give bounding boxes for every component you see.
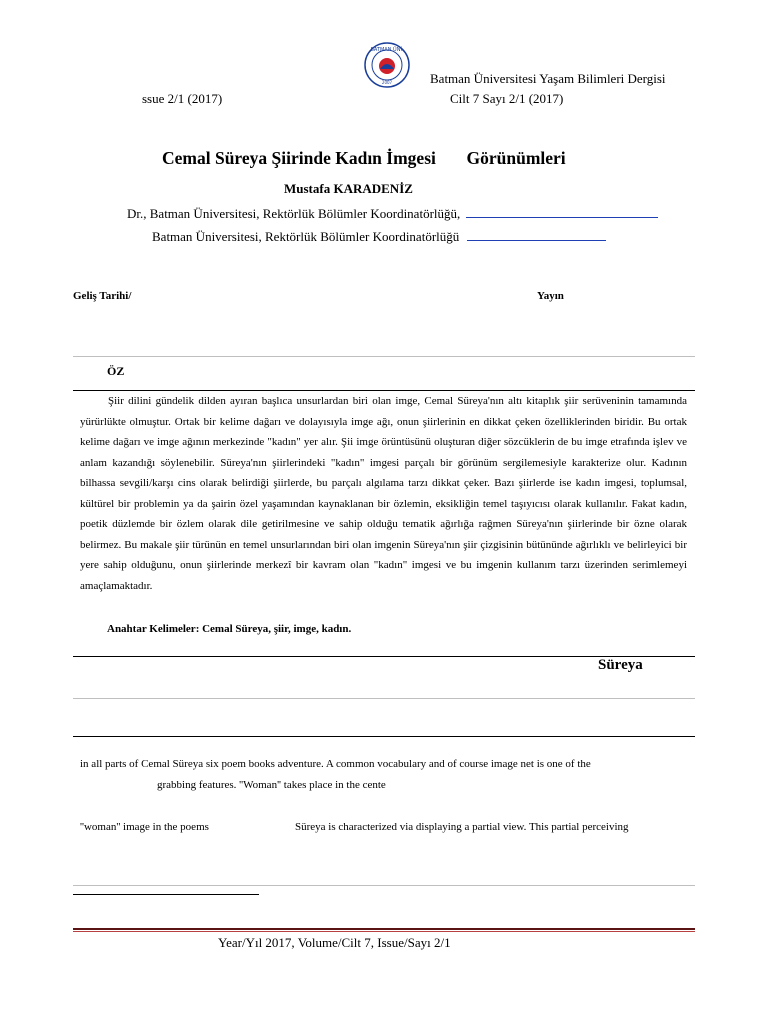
divider: [73, 736, 695, 737]
english-title-fragment: Süreya: [598, 657, 643, 673]
abstract-text: Şiir dilini gündelik dilden ayıran başlıca unsurlardan biri olan imge, Cemal Süreya'nın altı kitaplık şiir serüveninin tamamında yürürlükte olmuştur. Ortak bir kelime dağarı ve dolayısıyla imge ağı, onun şiirlerinin en dikkat çeken özelliklerinden biridir. Bu ortak kelime dağarı ve imge ağının merkezinde "kadın" yer alır. Şii imge örüntüsünü oluşturan diğer sözcüklerin de bu imge etrafında işlev ve anlam kazandığı söylenebilir. Süreya'nın şiirlerindeki "kadın" imgesi parçalı bir görünüm sergilemesiyle karakterize olur. Kadının bilhassa sevgili/karşı cins olarak belirdiği şiirlerde, bu parçalı algılama tarzı dikkat çeker. Bazı şiirlerde ise kadın imgesi, toplumsal, kültürel bir problemin ya da şairin özel yaşamından kaynaklanan bir özlemin, eksikliğin temel taşıyıcısı olarak kullanılır. Fakat kadın, poetik düzlemde bir özlem olarak dile getirilmesine ve sahip olduğu tematik ağırlığa rağmen Süreya'nın şiirlerinde bir özne olarak belirmez. Bu makale şiir türünün en temel unsurlarından biri olan imgenin Süreya'nın şiir çizgisinin bütününde ağırlıklı ve belirleyici bir yere sahip olduğunu, onun şiirlerinde merkezî bir kavram olan "kadın" imgesi ve bu imgenin kullanım tarzı üzerinden serimlemeyi amaçlamaktadır.: [80, 395, 687, 592]
affiliation-1-link[interactable]: [466, 205, 658, 218]
batman-university-seal-icon: [364, 42, 410, 88]
english-abstract-line: grabbing features. ''Woman'' takes place in the cente: [157, 779, 386, 791]
footer-rule: [73, 928, 695, 930]
article-title: Cemal Süreya Şiirinde Kadın İmgesi Görünümleri: [162, 148, 566, 168]
issue-label-left: ssue 2/1 (2017): [142, 91, 223, 106]
english-abstract-line: ''woman'' image in the poems: [80, 821, 209, 833]
issue-label-right: Cilt 7 Sayı 2/1 (2017): [450, 91, 564, 106]
affiliation-2-text: Batman Üniversitesi, Rektörlük Bölümler Koordinatörlüğü: [152, 229, 460, 244]
journal-name: Batman Üniversitesi Yaşam Bilimleri Dergisi: [430, 71, 666, 86]
divider: [73, 698, 695, 699]
author-name: Mustafa KARADENİZ: [284, 181, 413, 196]
affiliation-2-link[interactable]: [467, 228, 606, 241]
divider: [73, 885, 695, 886]
received-date-label: Geliş Tarihi/: [73, 290, 132, 302]
affiliation-2: [152, 228, 606, 245]
footer-text: Year/Yıl 2017, Volume/Cilt 7, Issue/Sayı 2/1: [218, 935, 451, 950]
keywords: Anahtar Kelimeler: Cemal Süreya, şiir, imge, kadın.: [107, 623, 352, 635]
abstract-body: [80, 391, 687, 596]
english-abstract-line: Süreya is characterized via displaying a partial view. This partial perceiving: [295, 821, 629, 833]
footer-rule: [73, 931, 695, 932]
published-date-label: Yayın: [537, 290, 564, 302]
svg-text:BATMAN ÜNİ.: BATMAN ÜNİ.: [370, 47, 404, 53]
divider: [73, 356, 695, 357]
abstract-heading: ÖZ: [107, 364, 125, 378]
english-abstract-line: in all parts of Cemal Süreya six poem books adventure. A common vocabulary and of course image net is one of the: [80, 758, 591, 770]
footnote-separator: [73, 894, 259, 895]
affiliation-1-text: Dr., Batman Üniversitesi, Rektörlük Bölümler Koordinatörlüğü,: [127, 206, 461, 221]
svg-text:2007: 2007: [381, 80, 393, 85]
affiliation-1: [127, 205, 658, 222]
